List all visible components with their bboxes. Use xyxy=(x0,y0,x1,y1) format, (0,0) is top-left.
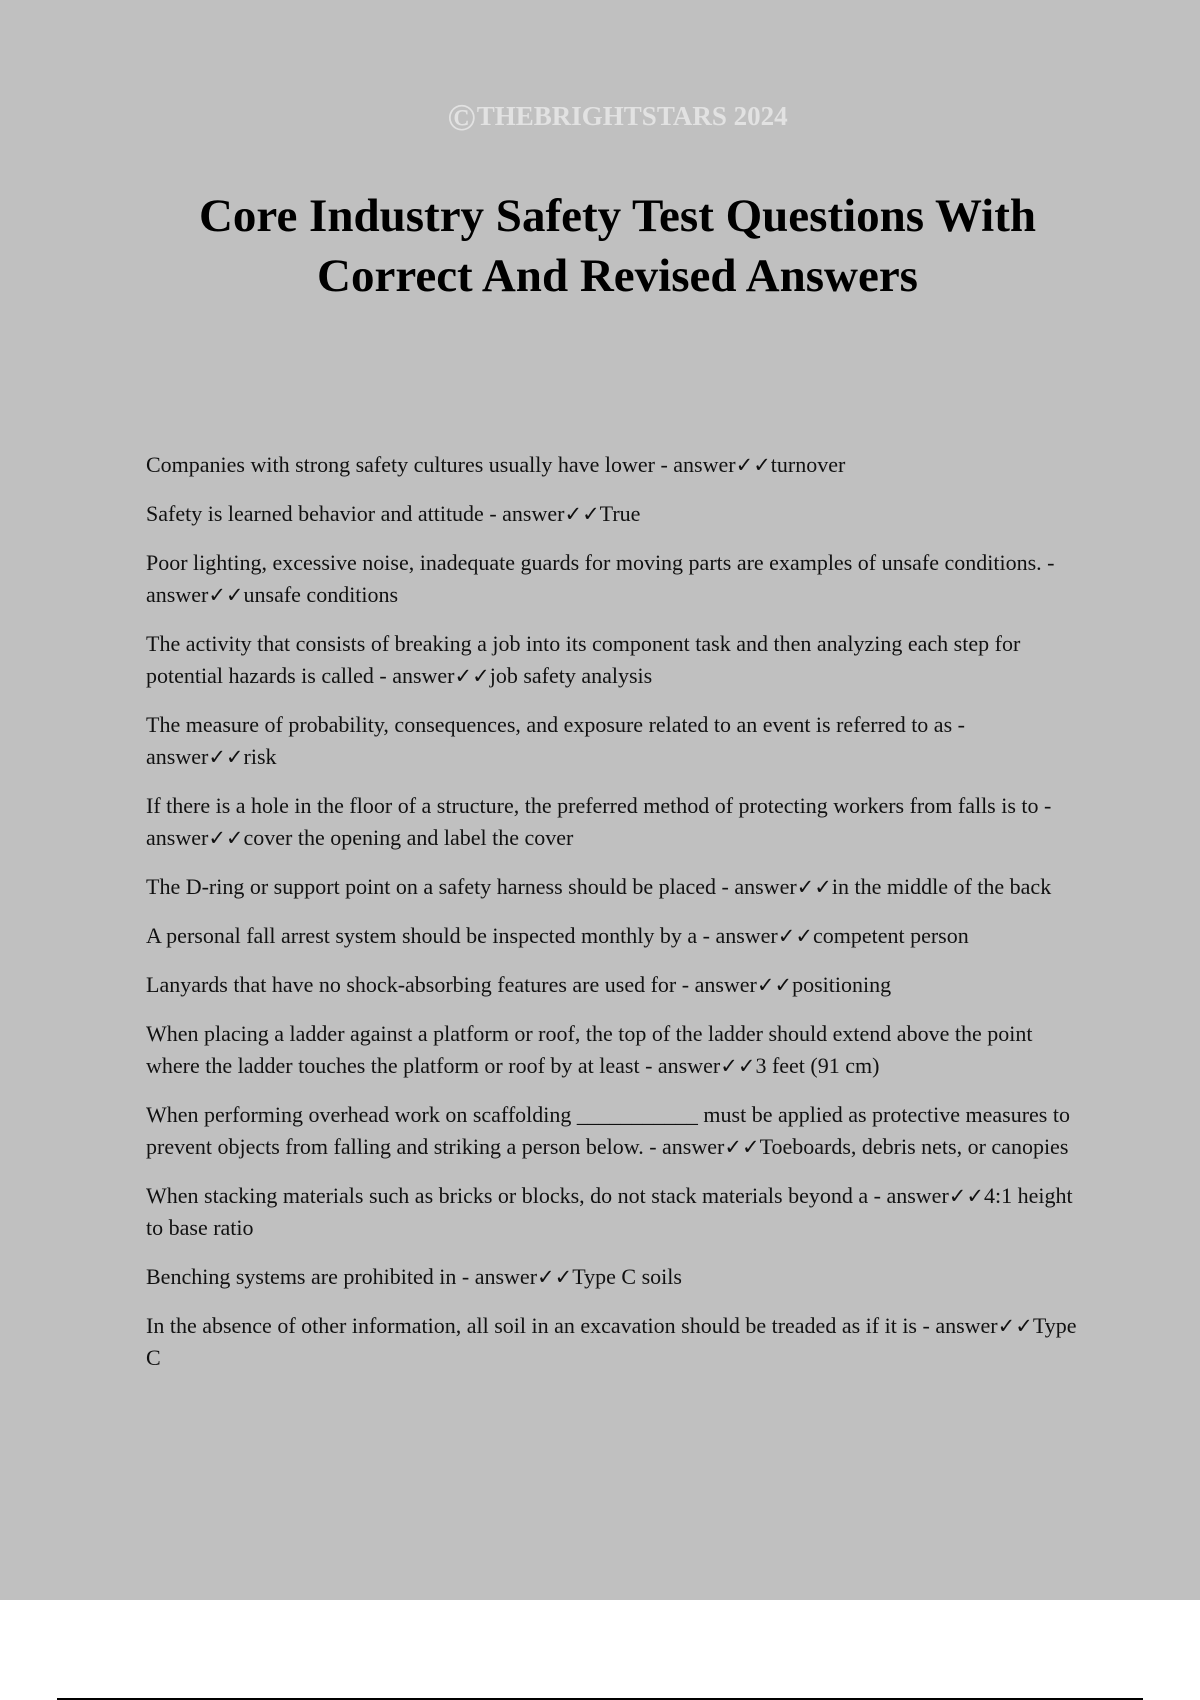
qa-item xyxy=(146,628,1086,692)
question-text: If there is a hole in the floor of a structure, the preferred method of protecting workers from falls is to - xyxy=(146,793,1052,818)
answer-marker: answer xyxy=(502,501,565,526)
answer-marker: answer xyxy=(694,972,757,997)
watermark-text: THEBRIGHTSTARS 2024 xyxy=(476,101,788,131)
question-text: Benching systems are prohibited in - xyxy=(146,1264,475,1289)
question-text: Companies with strong safety cultures usually have lower - xyxy=(146,452,674,477)
answer-marker: answer xyxy=(673,452,736,477)
qa-item xyxy=(146,1180,1086,1244)
qa-item xyxy=(146,449,1086,481)
qa-item xyxy=(146,1018,1086,1082)
qa-item xyxy=(146,920,1086,952)
title-line-2: Correct And Revised Answers xyxy=(317,250,918,302)
document-title xyxy=(100,186,1135,306)
double-check-icon: ✓✓ xyxy=(997,1314,1033,1338)
answer-marker: answer xyxy=(146,825,209,850)
answer-text: unsafe conditions xyxy=(243,582,399,607)
qa-item xyxy=(146,871,1086,903)
answer-marker: answer xyxy=(886,1183,949,1208)
answer-text: Type C soils xyxy=(572,1264,682,1289)
question-text: When performing overhead work on scaffolding ___________ must be applied as protective measures to prevent objects from falling and striking a person below. - xyxy=(146,1102,1070,1159)
answer-marker: answer xyxy=(392,663,455,688)
answer-text: Toeboards, debris nets, or canopies xyxy=(759,1134,1069,1159)
double-check-icon: ✓✓ xyxy=(537,1265,573,1289)
answer-marker: answer xyxy=(662,1134,725,1159)
double-check-icon: ✓✓ xyxy=(208,745,244,769)
question-text: In the absence of other information, all soil in an excavation should be treaded as if it is - xyxy=(146,1313,936,1338)
double-check-icon: ✓✓ xyxy=(777,924,813,948)
answer-marker: answer xyxy=(146,582,209,607)
question-text: Lanyards that have no shock-absorbing features are used for - xyxy=(146,972,695,997)
copyright-icon: © xyxy=(447,97,476,139)
answer-text: 4:1 height to base ratio xyxy=(146,1183,1073,1240)
copyright-watermark xyxy=(0,96,1200,140)
question-text: When stacking materials such as bricks or blocks, do not stack materials beyond a - xyxy=(146,1183,887,1208)
double-check-icon: ✓✓ xyxy=(796,875,832,899)
qa-item xyxy=(146,709,1086,773)
question-text: A personal fall arrest system should be inspected monthly by a - xyxy=(146,923,716,948)
double-check-icon: ✓✓ xyxy=(735,453,771,477)
qa-item xyxy=(146,969,1086,1001)
answer-text: Type C xyxy=(146,1313,1077,1370)
qa-item xyxy=(146,547,1086,611)
answer-marker: answer xyxy=(715,923,778,948)
answer-marker: answer xyxy=(734,874,797,899)
question-answer-list xyxy=(146,449,1086,1391)
qa-item xyxy=(146,498,1086,530)
answer-marker: answer xyxy=(657,1053,721,1078)
double-check-icon: ✓✓ xyxy=(208,583,244,607)
question-text: When placing a ladder against a platform or roof, the top of the ladder should extend above the point where the ladder touches the platform or roof by at least - xyxy=(146,1021,1033,1078)
answer-text: turnover xyxy=(770,452,846,477)
double-check-icon: ✓✓ xyxy=(208,826,244,850)
answer-text: job safety analysis xyxy=(489,663,653,688)
answer-text: in the middle of the back xyxy=(831,874,1052,899)
double-check-icon: ✓✓ xyxy=(756,973,793,997)
answer-text: True xyxy=(599,501,641,526)
answer-text: competent person xyxy=(812,923,969,948)
question-text: Poor lighting, excessive noise, inadequate guards for moving parts are examples of unsafe conditions. - xyxy=(146,550,1055,575)
answer-marker: answer xyxy=(146,744,209,769)
answer-text: risk xyxy=(243,744,277,769)
double-check-icon: ✓✓ xyxy=(724,1135,760,1159)
question-text: The activity that consists of breaking a job into its component task and then analyzing each step for potential hazards is called - xyxy=(146,631,1021,688)
answer-text: positioning xyxy=(792,972,892,997)
answer-marker: answer xyxy=(935,1313,998,1338)
double-check-icon: ✓✓ xyxy=(948,1184,984,1208)
answer-text: cover the opening and label the cover xyxy=(243,825,574,850)
question-text: The measure of probability, consequences, and exposure related to an event is referred to as - xyxy=(146,712,965,737)
double-check-icon: ✓✓ xyxy=(720,1054,756,1078)
qa-item xyxy=(146,790,1086,854)
question-text: Safety is learned behavior and attitude - xyxy=(146,501,503,526)
qa-item xyxy=(146,1261,1086,1293)
qa-item xyxy=(146,1099,1086,1163)
double-check-icon: ✓✓ xyxy=(564,502,600,526)
answer-text: 3 feet (91 cm) xyxy=(755,1053,880,1078)
title-line-1: Core Industry Safety Test Questions With xyxy=(198,190,1036,242)
question-text: The D-ring or support point on a safety harness should be placed - xyxy=(146,874,735,899)
qa-item xyxy=(146,1310,1086,1374)
double-check-icon: ✓✓ xyxy=(454,664,490,688)
answer-marker: answer xyxy=(474,1264,538,1289)
